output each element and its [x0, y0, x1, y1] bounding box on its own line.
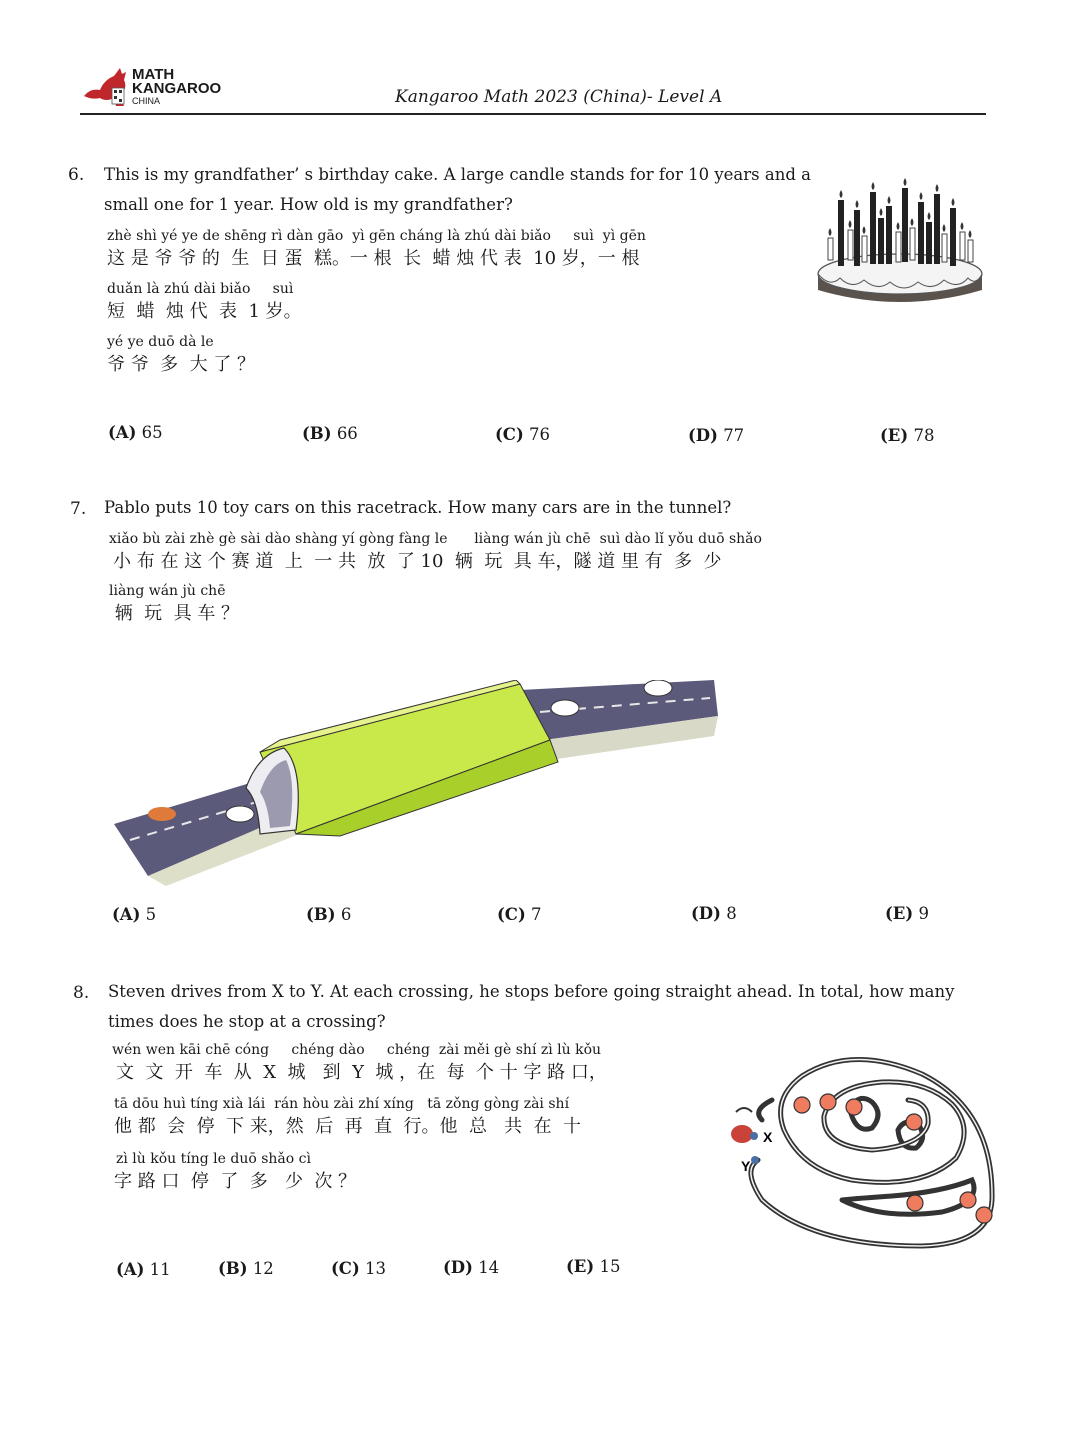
- option-c: (C) 76: [495, 425, 550, 444]
- chinese-line: 文 文 开 车 从 X 城 到 Y 城 ，在 每 个 十 字 路 口，: [116, 1062, 607, 1083]
- label-x: X: [763, 1129, 773, 1145]
- logo-text-kangaroo: KANGAROO: [132, 80, 222, 97]
- pinyin-line: yé ye duō dà le: [107, 334, 214, 350]
- pinyin-line: wén wen kāi chē cóng chéng dào chéng zài měi gè shí zì lù kǒu: [112, 1042, 602, 1058]
- logo-text-math: MATH: [132, 66, 175, 83]
- toy-car: [551, 700, 579, 716]
- chinese-line: 辆 玩 具 车 ？: [109, 603, 240, 624]
- toy-car: [226, 806, 254, 822]
- chinese-line: 爷 爷 多 大 了 ？: [107, 354, 256, 375]
- option-e: (E) 78: [880, 426, 935, 445]
- option-e: (E) 15: [566, 1257, 621, 1276]
- pinyin-line: liàng wán jù chē: [109, 583, 226, 599]
- question-number: 7.: [70, 499, 87, 519]
- option-e: (E) 9: [885, 904, 929, 923]
- racetrack-tunnel-image: [110, 680, 722, 886]
- option-b: (B) 6: [306, 905, 352, 924]
- question-text-en: This is my grandfather’ s birthday cake. A large candle stands for for 10 years and a small one for 1 year. How old is my grandfather?: [104, 165, 811, 214]
- label-y: Y: [741, 1158, 751, 1174]
- pinyin-line: zì lù kǒu tíng le duō shǎo cì: [116, 1151, 311, 1167]
- start-point: [750, 1132, 758, 1140]
- option-a: (A) 11: [116, 1260, 171, 1279]
- document-title: Kangaroo Math 2023 (China)- Level A: [395, 87, 723, 107]
- toy-car: [148, 807, 176, 821]
- question-number: 8.: [73, 983, 90, 1003]
- option-c: (C) 7: [497, 905, 542, 924]
- kangaroo-logo: [80, 66, 220, 110]
- option-a: (A) 5: [112, 905, 157, 924]
- end-point: [751, 1156, 759, 1164]
- chinese-line: 小 布 在 这 个 赛 道 上 一 共 放 了 10 辆 玩 具 车，隧 道 里 有 多 少: [113, 551, 722, 572]
- option-d: (D) 14: [443, 1258, 500, 1277]
- option-b: (B) 12: [218, 1259, 274, 1278]
- option-a: (A) 65: [108, 423, 163, 442]
- birthday-cake-image: [810, 178, 990, 310]
- chinese-line: 这 是 爷 爷 的 生 日 蛋 糕。一 根 长 蜡 烛 代 表 10 岁，一 根: [107, 248, 640, 269]
- pinyin-line: duǎn là zhú dài biǎo suì: [107, 281, 294, 297]
- pinyin-line: xiǎo bù zài zhè gè sài dào shàng yí gòng fàng le liàng wán jù chē suì dào lǐ yǒu duō shǎo: [109, 531, 762, 547]
- toy-car: [644, 680, 672, 696]
- chinese-line: 短 蜡 烛 代 表 1 岁。: [107, 301, 302, 322]
- chinese-line: 字 路 口 停 了 多 少 次 ？: [114, 1171, 357, 1192]
- question-number: 6.: [68, 165, 85, 185]
- option-b: (B) 66: [302, 424, 358, 443]
- pinyin-line: zhè shì yé ye de shēng rì dàn gāo yì gēn cháng là zhú dài biǎo suì yì gēn: [107, 228, 646, 244]
- header-rule: [80, 113, 986, 115]
- logo-text-china: CHINA: [132, 96, 161, 106]
- pinyin-line: tā dōu huì tíng xià lái rán hòu zài zhí xíng tā zǒng gòng zài shí: [114, 1096, 570, 1112]
- question-text-en: Steven drives from X to Y. At each crossing, he stops before going straight ahead. In total, how many times does he stop at a crossing?: [108, 982, 955, 1031]
- kangaroo-icon: [80, 66, 132, 110]
- chinese-line: 他 都 会 停 下 来，然 后 再 直 行。他 总 共 在 十: [114, 1116, 582, 1137]
- question-text-en: Pablo puts 10 toy cars on this racetrack. How many cars are in the tunnel?: [104, 498, 732, 517]
- option-d: (D) 77: [688, 426, 745, 445]
- option-c: (C) 13: [331, 1259, 386, 1278]
- car-icon: [731, 1108, 753, 1143]
- option-d: (D) 8: [691, 904, 737, 923]
- road-maze-diagram: [722, 1050, 1012, 1250]
